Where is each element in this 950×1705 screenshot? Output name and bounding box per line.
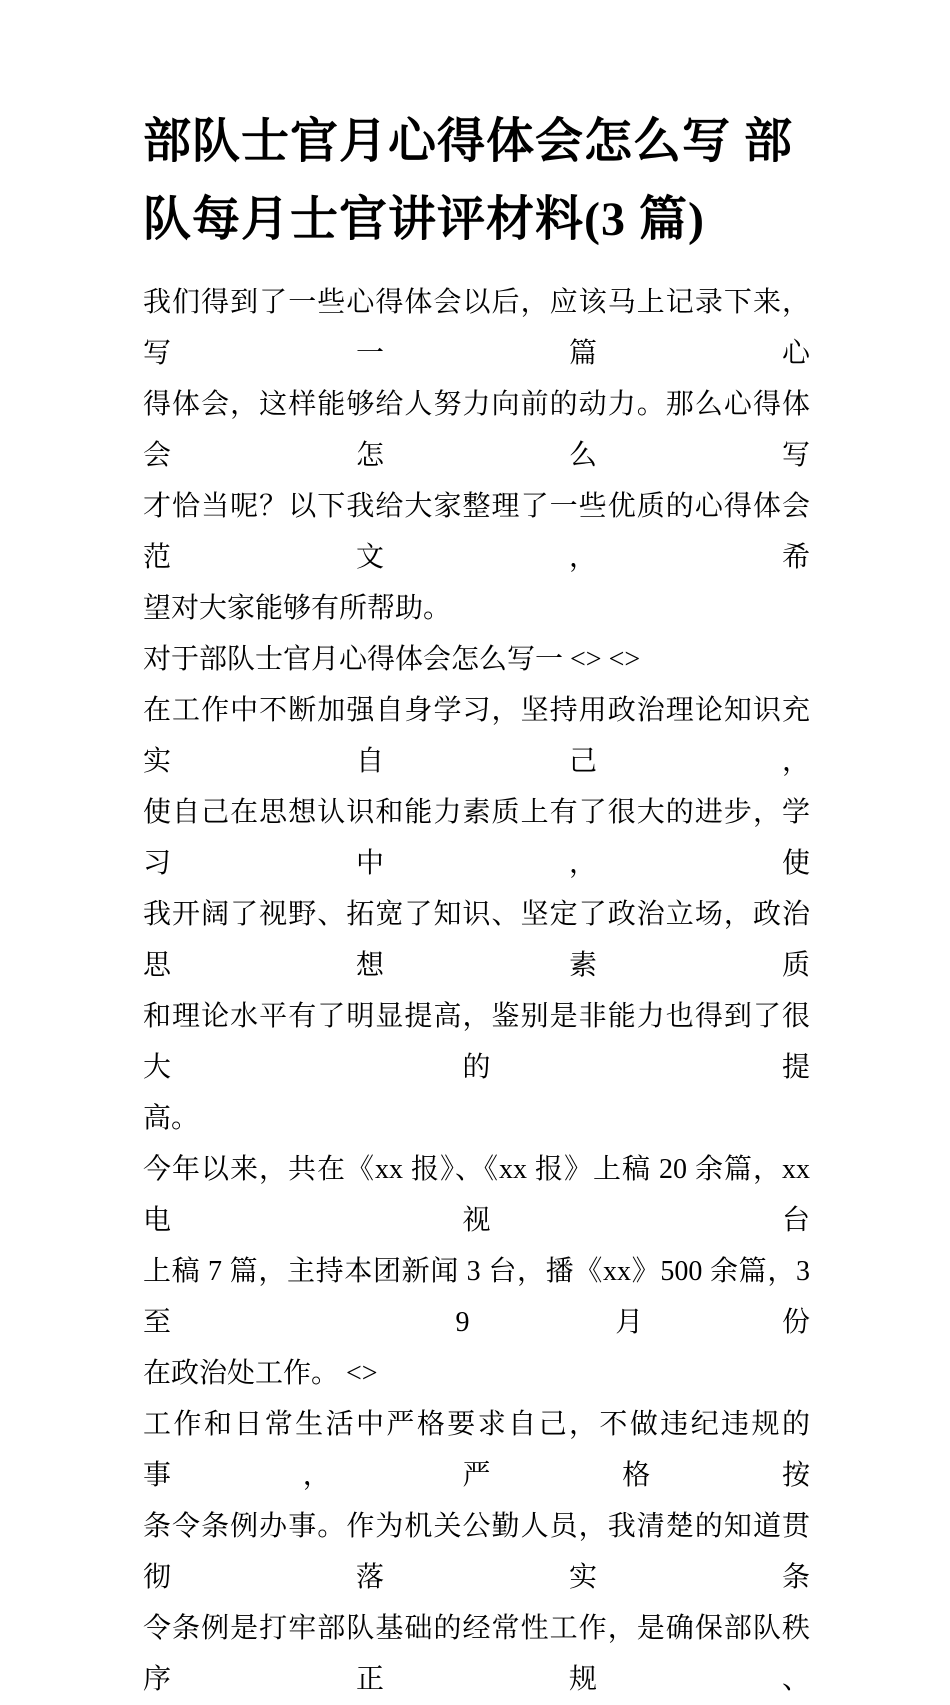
- document-content: [143, 0, 810, 1705]
- document-title: [143, 0, 810, 259]
- body-text-line: 高。: [143, 1103, 200, 1134]
- document-title-line-1: 部队士官月心得体会怎么写 部: [143, 115, 794, 168]
- body-text-line: 令条例是打牢部队基础的经常性工作，是确保部队秩序正规、: [143, 1613, 810, 1695]
- body-text-line: 条令条例办事。作为机关公勤人员，我清楚的知道贯彻落实条: [143, 1511, 810, 1593]
- body-text-line: 望对大家能够有所帮助。: [143, 593, 452, 624]
- body-text-line: 得体会，这样能够给人努力向前的动力。那么心得体会怎么写: [143, 389, 810, 471]
- body-text-line: 我们得到了一些心得体会以后，应该马上记录下来，写一篇心: [143, 287, 810, 369]
- body-text-line: 今年以来，共在《xx 报》、《xx 报》上稿 20 余篇，xx 电视台: [143, 1154, 810, 1236]
- document-title-line-2: 队每月士官讲评材料(3 篇): [143, 193, 705, 246]
- body-text-line: 在工作中不断加强自身学习，坚持用政治理论知识充实自己，: [143, 695, 810, 777]
- body-text-line: 和理论水平有了明显提高，鉴别是非能力也得到了很大的提: [143, 1001, 810, 1083]
- body-text-line: 才恰当呢？以下我给大家整理了一些优质的心得体会范文，希: [143, 491, 810, 573]
- body-text-line: 在政治处工作。 <>: [143, 1358, 378, 1389]
- body-text-line: 上稿 7 篇，主持本团新闻 3 台，播《xx》500 余篇，3 至 9 月份: [143, 1256, 810, 1338]
- body-text-line: 我开阔了视野、拓宽了知识、坚定了政治立场，政治思想素质: [143, 899, 810, 981]
- body-text-line: 使自己在思想认识和能力素质上有了很大的进步，学习中，使: [143, 797, 810, 879]
- body-text-line: 工作和日常生活中严格要求自己，不做违纪违规的事，严格按: [143, 1409, 810, 1491]
- body-text-line: 对于部队士官月心得体会怎么写一 <> <>: [143, 644, 641, 675]
- document-body: [143, 277, 810, 1705]
